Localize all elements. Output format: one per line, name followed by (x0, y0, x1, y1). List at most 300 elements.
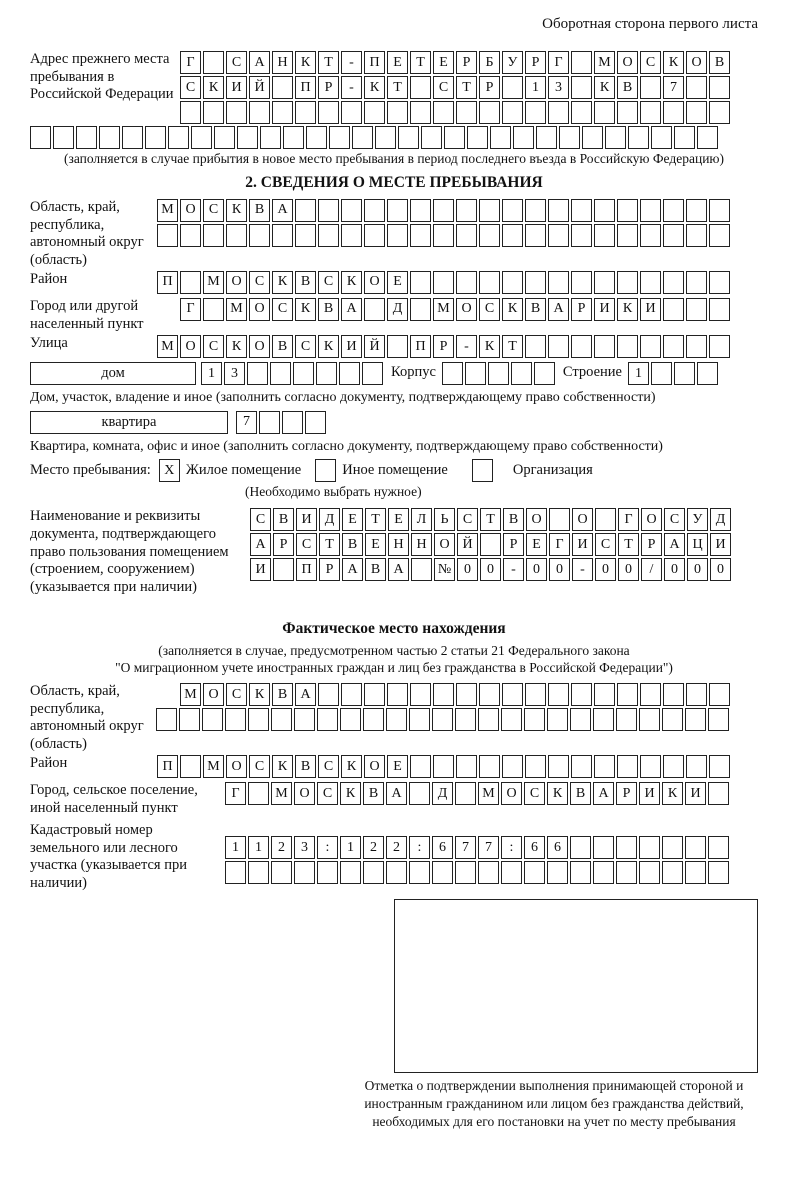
char-box[interactable] (663, 298, 684, 321)
char-box[interactable] (433, 271, 454, 294)
char-box[interactable] (305, 411, 326, 434)
char-box[interactable] (639, 836, 660, 859)
char-box[interactable]: В (525, 298, 546, 321)
char-box[interactable]: А (250, 533, 271, 556)
char-box[interactable]: К (272, 755, 293, 778)
char-box[interactable]: Т (318, 51, 339, 74)
char-box[interactable] (548, 224, 569, 247)
char-box[interactable] (340, 861, 361, 884)
char-box[interactable] (663, 271, 684, 294)
char-box[interactable]: А (295, 683, 316, 706)
char-box[interactable] (99, 126, 120, 149)
char-box[interactable] (410, 101, 431, 124)
char-box[interactable] (467, 126, 488, 149)
char-box[interactable] (270, 362, 291, 385)
char-box[interactable] (387, 224, 408, 247)
char-box[interactable] (76, 126, 97, 149)
char-box[interactable] (548, 271, 569, 294)
char-box[interactable]: И (640, 298, 661, 321)
char-box[interactable] (640, 199, 661, 222)
char-box[interactable] (525, 755, 546, 778)
char-box[interactable] (663, 335, 684, 358)
char-box[interactable] (594, 271, 615, 294)
char-box[interactable]: Г (618, 508, 639, 531)
char-box[interactable] (571, 224, 592, 247)
char-box[interactable] (341, 224, 362, 247)
char-box[interactable]: П (295, 76, 316, 99)
char-box[interactable] (180, 101, 201, 124)
char-box[interactable]: М (433, 298, 454, 321)
char-box[interactable]: - (503, 558, 524, 581)
char-box[interactable] (455, 861, 476, 884)
char-box[interactable]: К (341, 271, 362, 294)
char-box[interactable] (709, 199, 730, 222)
char-box[interactable]: Е (433, 51, 454, 74)
char-box[interactable] (362, 362, 383, 385)
char-box[interactable] (433, 224, 454, 247)
char-box[interactable] (479, 199, 500, 222)
char-box[interactable]: 0 (618, 558, 639, 581)
char-box[interactable]: 0 (687, 558, 708, 581)
char-box[interactable] (225, 708, 246, 731)
char-box[interactable]: К (295, 298, 316, 321)
char-box[interactable]: К (295, 51, 316, 74)
char-box[interactable] (536, 126, 557, 149)
char-box[interactable] (317, 861, 338, 884)
char-box[interactable]: О (572, 508, 593, 531)
char-box[interactable] (293, 362, 314, 385)
char-box[interactable] (364, 101, 385, 124)
char-box[interactable]: П (364, 51, 385, 74)
char-box[interactable]: И (226, 76, 247, 99)
char-box[interactable]: Т (456, 76, 477, 99)
char-box[interactable]: 0 (457, 558, 478, 581)
char-box[interactable]: М (180, 683, 201, 706)
char-box[interactable] (571, 755, 592, 778)
char-box[interactable]: С (249, 271, 270, 294)
char-box[interactable]: Л (411, 508, 432, 531)
char-box[interactable] (548, 683, 569, 706)
char-box[interactable] (686, 224, 707, 247)
char-box[interactable]: К (203, 76, 224, 99)
char-box[interactable] (456, 224, 477, 247)
char-box[interactable]: 6 (524, 836, 545, 859)
char-box[interactable] (318, 683, 339, 706)
char-box[interactable] (410, 298, 431, 321)
char-box[interactable] (571, 335, 592, 358)
char-box[interactable]: К (663, 51, 684, 74)
char-box[interactable] (686, 335, 707, 358)
char-box[interactable] (455, 708, 476, 731)
char-box[interactable] (686, 271, 707, 294)
char-box[interactable] (283, 126, 304, 149)
char-box[interactable] (616, 861, 637, 884)
char-box[interactable] (53, 126, 74, 149)
char-box[interactable] (640, 335, 661, 358)
char-box[interactable]: Н (272, 51, 293, 74)
char-box[interactable]: Р (616, 782, 637, 805)
char-box[interactable] (548, 335, 569, 358)
char-box[interactable] (202, 708, 223, 731)
char-box[interactable]: И (685, 782, 706, 805)
char-box[interactable] (329, 126, 350, 149)
char-box[interactable] (709, 76, 730, 99)
char-box[interactable] (593, 836, 614, 859)
char-box[interactable] (488, 362, 509, 385)
char-box[interactable]: С (318, 755, 339, 778)
char-box[interactable] (502, 271, 523, 294)
char-box[interactable]: С (296, 533, 317, 556)
char-box[interactable]: А (548, 298, 569, 321)
char-box[interactable]: В (249, 199, 270, 222)
char-box[interactable]: И (341, 335, 362, 358)
char-box[interactable] (237, 126, 258, 149)
char-box[interactable] (456, 271, 477, 294)
char-box[interactable]: Т (365, 508, 386, 531)
char-box[interactable]: О (641, 508, 662, 531)
char-box[interactable] (295, 199, 316, 222)
char-box[interactable] (616, 836, 637, 859)
char-box[interactable] (605, 126, 626, 149)
char-box[interactable]: 1 (201, 362, 222, 385)
char-box[interactable]: 1 (225, 836, 246, 859)
char-box[interactable]: К (594, 76, 615, 99)
char-box[interactable] (697, 362, 718, 385)
char-box[interactable]: Т (480, 508, 501, 531)
char-box[interactable]: 7 (663, 76, 684, 99)
char-box[interactable] (442, 362, 463, 385)
char-box[interactable]: А (388, 558, 409, 581)
char-box[interactable]: 3 (224, 362, 245, 385)
char-box[interactable] (501, 861, 522, 884)
char-box[interactable] (570, 708, 591, 731)
char-box[interactable] (363, 861, 384, 884)
char-box[interactable]: О (294, 782, 315, 805)
char-box[interactable] (409, 861, 430, 884)
char-box[interactable] (341, 683, 362, 706)
char-box[interactable]: Р (479, 76, 500, 99)
char-box[interactable]: А (593, 782, 614, 805)
char-box[interactable] (582, 126, 603, 149)
char-box[interactable]: - (456, 335, 477, 358)
char-box[interactable] (663, 683, 684, 706)
char-box[interactable]: Б (479, 51, 500, 74)
char-box[interactable] (570, 836, 591, 859)
char-box[interactable]: Г (225, 782, 246, 805)
char-box[interactable]: К (226, 335, 247, 358)
char-box[interactable] (316, 362, 337, 385)
char-box[interactable] (409, 708, 430, 731)
char-box[interactable] (570, 861, 591, 884)
char-box[interactable]: О (180, 335, 201, 358)
char-box[interactable] (709, 335, 730, 358)
char-box[interactable]: К (341, 755, 362, 778)
char-box[interactable]: А (341, 298, 362, 321)
char-box[interactable]: 6 (432, 836, 453, 859)
char-box[interactable] (617, 335, 638, 358)
char-box[interactable]: С (664, 508, 685, 531)
char-box[interactable] (271, 861, 292, 884)
char-box[interactable]: И (296, 508, 317, 531)
char-box[interactable]: Д (387, 298, 408, 321)
char-box[interactable]: К (340, 782, 361, 805)
char-box[interactable]: К (249, 683, 270, 706)
char-box[interactable] (479, 224, 500, 247)
char-box[interactable]: В (272, 335, 293, 358)
char-box[interactable] (663, 755, 684, 778)
char-box[interactable]: Е (342, 508, 363, 531)
char-box[interactable]: М (271, 782, 292, 805)
char-box[interactable] (686, 683, 707, 706)
char-box[interactable]: 7 (236, 411, 257, 434)
char-box[interactable] (549, 508, 570, 531)
char-box[interactable]: В (570, 782, 591, 805)
char-box[interactable] (294, 861, 315, 884)
char-box[interactable]: К (479, 335, 500, 358)
char-box[interactable] (456, 199, 477, 222)
char-box[interactable]: 0 (710, 558, 731, 581)
char-box[interactable]: В (363, 782, 384, 805)
char-box[interactable] (272, 224, 293, 247)
char-box[interactable] (387, 683, 408, 706)
char-box[interactable]: Т (618, 533, 639, 556)
char-box[interactable] (225, 861, 246, 884)
checkbox-residential[interactable]: X (159, 459, 180, 482)
char-box[interactable] (179, 708, 200, 731)
char-box[interactable] (249, 101, 270, 124)
char-box[interactable]: Д (710, 508, 731, 531)
char-box[interactable] (686, 101, 707, 124)
char-box[interactable]: № (434, 558, 455, 581)
char-box[interactable] (663, 101, 684, 124)
char-box[interactable] (513, 126, 534, 149)
char-box[interactable] (432, 861, 453, 884)
char-box[interactable]: К (272, 271, 293, 294)
char-box[interactable] (145, 126, 166, 149)
char-box[interactable]: - (341, 51, 362, 74)
char-box[interactable] (525, 335, 546, 358)
char-box[interactable] (339, 362, 360, 385)
char-box[interactable]: Р (456, 51, 477, 74)
char-box[interactable] (410, 755, 431, 778)
char-box[interactable]: М (226, 298, 247, 321)
char-box[interactable] (593, 861, 614, 884)
char-box[interactable] (433, 101, 454, 124)
char-box[interactable]: 2 (363, 836, 384, 859)
char-box[interactable] (640, 755, 661, 778)
char-box[interactable]: С (203, 199, 224, 222)
char-box[interactable] (272, 76, 293, 99)
char-box[interactable]: Й (249, 76, 270, 99)
char-box[interactable] (341, 199, 362, 222)
char-box[interactable] (410, 271, 431, 294)
char-box[interactable]: В (272, 683, 293, 706)
char-box[interactable] (525, 101, 546, 124)
char-box[interactable] (502, 76, 523, 99)
char-box[interactable]: 1 (340, 836, 361, 859)
char-box[interactable] (502, 683, 523, 706)
char-box[interactable] (410, 224, 431, 247)
char-box[interactable]: О (434, 533, 455, 556)
char-box[interactable] (411, 558, 432, 581)
char-box[interactable]: 1 (628, 362, 649, 385)
char-box[interactable] (617, 683, 638, 706)
char-box[interactable]: С (433, 76, 454, 99)
char-box[interactable] (548, 199, 569, 222)
char-box[interactable]: С (180, 76, 201, 99)
char-box[interactable] (282, 411, 303, 434)
char-box[interactable]: Р (273, 533, 294, 556)
char-box[interactable] (306, 126, 327, 149)
char-box[interactable] (249, 224, 270, 247)
char-box[interactable]: К (547, 782, 568, 805)
char-box[interactable]: 6 (547, 836, 568, 859)
char-box[interactable] (662, 708, 683, 731)
char-box[interactable] (534, 362, 555, 385)
char-box[interactable] (363, 708, 384, 731)
char-box[interactable]: И (710, 533, 731, 556)
char-box[interactable] (685, 836, 706, 859)
char-box[interactable] (203, 224, 224, 247)
char-box[interactable]: Ц (687, 533, 708, 556)
char-box[interactable] (387, 101, 408, 124)
char-box[interactable]: У (502, 51, 523, 74)
char-box[interactable] (640, 683, 661, 706)
char-box[interactable] (191, 126, 212, 149)
char-box[interactable] (317, 708, 338, 731)
char-box[interactable]: Т (387, 76, 408, 99)
char-box[interactable] (685, 708, 706, 731)
char-box[interactable] (456, 755, 477, 778)
char-box[interactable]: А (342, 558, 363, 581)
char-box[interactable] (708, 782, 729, 805)
char-box[interactable] (548, 101, 569, 124)
char-box[interactable] (686, 755, 707, 778)
char-box[interactable]: М (157, 335, 178, 358)
char-box[interactable] (525, 271, 546, 294)
char-box[interactable] (273, 558, 294, 581)
char-box[interactable] (502, 101, 523, 124)
char-box[interactable] (375, 126, 396, 149)
char-box[interactable]: А (386, 782, 407, 805)
char-box[interactable] (479, 755, 500, 778)
char-box[interactable]: А (249, 51, 270, 74)
char-box[interactable]: С (595, 533, 616, 556)
char-box[interactable] (260, 126, 281, 149)
char-box[interactable] (525, 199, 546, 222)
char-box[interactable] (455, 782, 476, 805)
char-box[interactable]: С (226, 683, 247, 706)
char-box[interactable]: - (572, 558, 593, 581)
char-box[interactable] (502, 224, 523, 247)
char-box[interactable]: Е (526, 533, 547, 556)
char-box[interactable] (180, 224, 201, 247)
char-box[interactable] (444, 126, 465, 149)
char-box[interactable]: С (295, 335, 316, 358)
char-box[interactable] (433, 755, 454, 778)
char-box[interactable] (547, 861, 568, 884)
char-box[interactable]: Е (388, 508, 409, 531)
char-box[interactable] (674, 362, 695, 385)
char-box[interactable] (203, 51, 224, 74)
char-box[interactable]: И (594, 298, 615, 321)
char-box[interactable] (272, 101, 293, 124)
char-box[interactable] (203, 298, 224, 321)
char-box[interactable]: С (272, 298, 293, 321)
char-box[interactable] (662, 836, 683, 859)
char-box[interactable]: Р (433, 335, 454, 358)
checkbox-other-premises[interactable] (315, 459, 336, 482)
char-box[interactable] (340, 708, 361, 731)
char-box[interactable] (594, 335, 615, 358)
char-box[interactable]: П (157, 755, 178, 778)
char-box[interactable] (640, 271, 661, 294)
char-box[interactable]: С (640, 51, 661, 74)
char-box[interactable] (640, 76, 661, 99)
char-box[interactable]: О (249, 335, 270, 358)
char-box[interactable] (364, 683, 385, 706)
char-box[interactable]: С (479, 298, 500, 321)
char-box[interactable] (352, 126, 373, 149)
char-box[interactable]: Н (411, 533, 432, 556)
char-box[interactable] (410, 76, 431, 99)
char-box[interactable] (479, 101, 500, 124)
char-box[interactable]: 0 (526, 558, 547, 581)
char-box[interactable]: И (639, 782, 660, 805)
char-box[interactable] (571, 199, 592, 222)
char-box[interactable]: Г (549, 533, 570, 556)
char-box[interactable] (617, 271, 638, 294)
char-box[interactable] (639, 861, 660, 884)
char-box[interactable]: 2 (386, 836, 407, 859)
char-box[interactable] (318, 199, 339, 222)
char-box[interactable] (525, 224, 546, 247)
char-box[interactable] (248, 708, 269, 731)
char-box[interactable]: : (501, 836, 522, 859)
char-box[interactable] (502, 199, 523, 222)
char-box[interactable]: О (226, 755, 247, 778)
char-box[interactable]: 3 (548, 76, 569, 99)
char-box[interactable] (548, 755, 569, 778)
char-box[interactable]: О (203, 683, 224, 706)
char-box[interactable]: А (664, 533, 685, 556)
char-box[interactable]: П (157, 271, 178, 294)
char-box[interactable] (697, 126, 718, 149)
char-box[interactable] (663, 199, 684, 222)
char-box[interactable]: 2 (271, 836, 292, 859)
char-box[interactable] (708, 861, 729, 884)
char-box[interactable]: К (617, 298, 638, 321)
char-box[interactable]: С (524, 782, 545, 805)
char-box[interactable] (410, 199, 431, 222)
char-box[interactable]: О (364, 271, 385, 294)
char-box[interactable] (571, 271, 592, 294)
char-box[interactable] (594, 199, 615, 222)
char-box[interactable]: С (250, 508, 271, 531)
char-box[interactable] (709, 298, 730, 321)
char-box[interactable] (479, 683, 500, 706)
char-box[interactable] (226, 224, 247, 247)
char-box[interactable]: Р (319, 558, 340, 581)
char-box[interactable]: П (410, 335, 431, 358)
char-box[interactable]: Ь (434, 508, 455, 531)
char-box[interactable]: О (364, 755, 385, 778)
char-box[interactable]: В (295, 271, 316, 294)
char-box[interactable] (686, 76, 707, 99)
char-box[interactable] (259, 411, 280, 434)
char-box[interactable] (640, 101, 661, 124)
char-box[interactable] (709, 683, 730, 706)
